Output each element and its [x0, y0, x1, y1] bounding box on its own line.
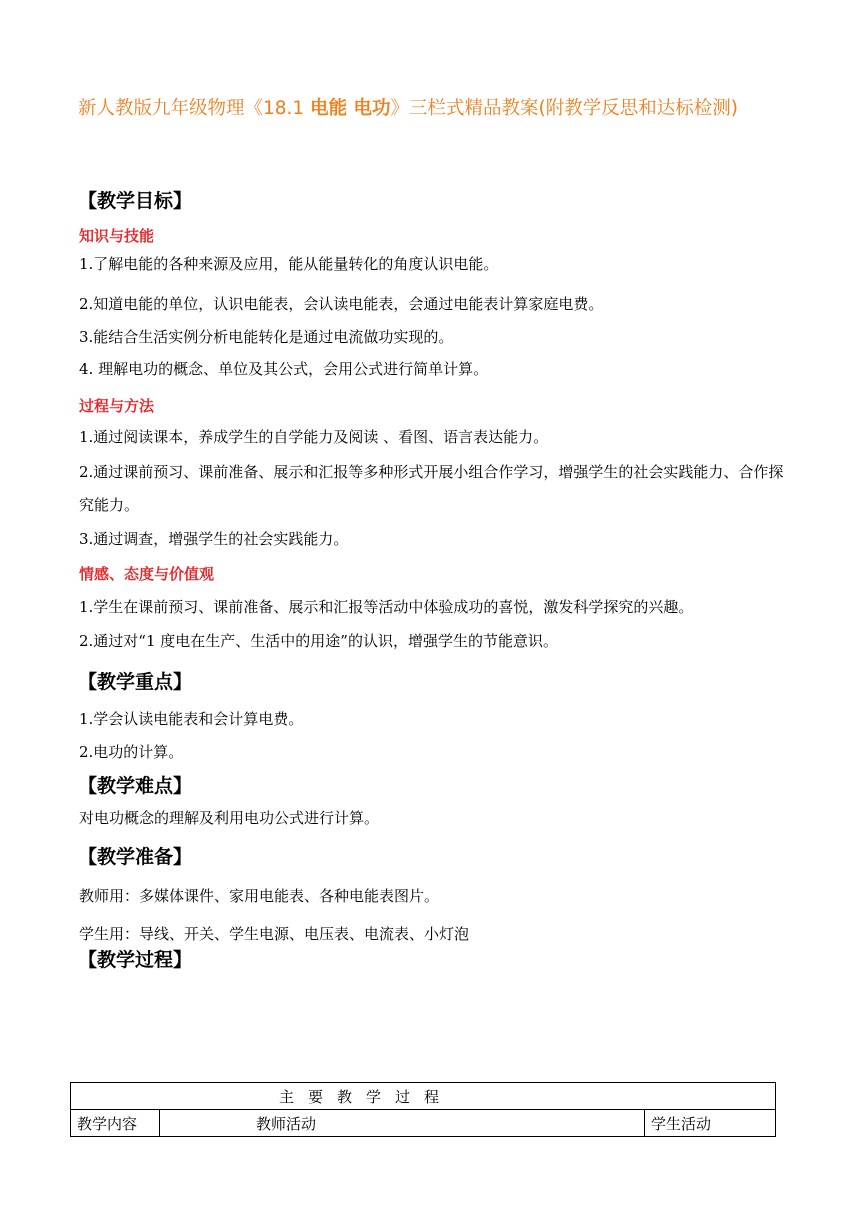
column-content: 教学内容	[71, 1110, 160, 1137]
subheading-emotion: 情感、态度与价值观	[79, 565, 215, 583]
heading-preparation: 【教学准备】	[78, 846, 193, 868]
title-bold: 电能 电功	[310, 98, 391, 119]
preparation-teacher: 教师用：多媒体课件、家用电能表、各种电能表图片。	[79, 887, 440, 905]
title-suffix: 》三栏式精品教案(附教学反思和达标检测)	[390, 98, 738, 119]
heading-key-points: 【教学重点】	[78, 671, 193, 693]
title-prefix: 新人教版九年级物理《18.1	[78, 98, 311, 119]
emotion-item-2: 2.通过对“1 度电在生产、生活中的用途”的认识，增强学生的节能意识。	[79, 632, 558, 650]
subheading-knowledge: 知识与技能	[79, 227, 155, 245]
key-item-2: 2.电功的计算。	[79, 743, 184, 761]
document-title	[78, 94, 798, 120]
process-item-3: 3.通过调查，增强学生的社会实践能力。	[79, 530, 349, 548]
heading-difficult-points: 【教学难点】	[78, 775, 193, 797]
knowledge-item-3: 3.能结合生活实例分析电能转化是通过电流做功实现的。	[79, 328, 454, 346]
process-item-1: 1.通过阅读课本，养成学生的自学能力及阅读 、看图、语言表达能力。	[79, 428, 549, 446]
column-teacher: 教师活动	[160, 1110, 645, 1137]
table-row	[71, 1110, 776, 1137]
heading-procedure: 【教学过程】	[78, 949, 193, 971]
difficult-item-1: 对电功概念的理解及利用电功公式进行计算。	[79, 809, 380, 827]
procedure-table	[70, 1082, 776, 1137]
heading-goals: 【教学目标】	[78, 190, 193, 212]
knowledge-item-2: 2.知道电能的单位，认识电能表，会认读电能表，会通过电能表计算家庭电费。	[79, 295, 604, 313]
knowledge-item-1: 1.了解电能的各种来源及应用，能从能量转化的角度认识电能。	[79, 255, 499, 273]
knowledge-item-4: 4. 理解电功的概念、单位及其公式，会用公式进行简单计算。	[79, 360, 489, 378]
table-header-row	[71, 1083, 776, 1110]
subheading-process: 过程与方法	[79, 397, 155, 415]
column-student: 学生活动	[645, 1110, 776, 1137]
table-header: 主要教学过程	[71, 1083, 776, 1110]
emotion-item-1: 1.学生在课前预习、课前准备、展示和汇报等活动中体验成功的喜悦，激发科学探究的兴趣。	[79, 598, 694, 616]
key-item-1: 1.学会认读电能表和会计算电费。	[79, 710, 304, 728]
preparation-student: 学生用：导线、开关、学生电源、电压表、电流表、小灯泡	[79, 925, 470, 943]
process-item-2: 2.通过课前预习、课前准备、展示和汇报等多种形式开展小组合作学习，增强学生的社会实践能力、合作探究能力。	[79, 463, 784, 514]
